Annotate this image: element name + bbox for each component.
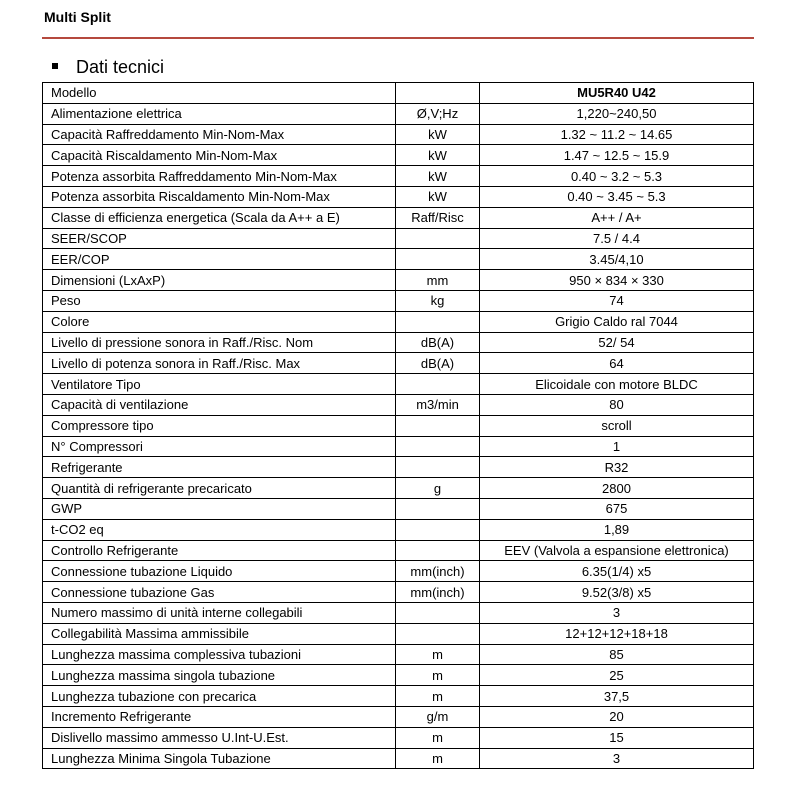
spec-unit [396,436,480,457]
table-row [43,124,754,145]
spec-value: 3 [480,602,754,623]
spec-unit [396,249,480,270]
spec-unit: kW [396,166,480,187]
table-row [43,332,754,353]
table-row [43,270,754,291]
spec-label: Numero massimo di unità interne collegabili [43,602,396,623]
spec-unit: m3/min [396,394,480,415]
spec-label: Ventilatore Tipo [43,374,396,395]
spec-value: 64 [480,353,754,374]
spec-unit: m [396,665,480,686]
spec-value: 2800 [480,478,754,499]
spec-label: Dimensioni (LxAxP) [43,270,396,291]
spec-label: Connessione tubazione Gas [43,582,396,603]
table-row [43,166,754,187]
table-row [43,748,754,769]
table-row [43,727,754,748]
spec-label: Lunghezza Minima Singola Tubazione [43,748,396,769]
table-row [43,103,754,124]
spec-value: 12+12+12+18+18 [480,623,754,644]
spec-value: 80 [480,394,754,415]
document-header-title: Multi Split [44,9,111,25]
spec-value: 675 [480,498,754,519]
spec-value: 3 [480,748,754,769]
spec-value: A++ / A+ [480,207,754,228]
spec-label: Capacità di ventilazione [43,394,396,415]
spec-value: EEV (Valvola a espansione elettronica) [480,540,754,561]
spec-unit: g/m [396,706,480,727]
spec-label: GWP [43,498,396,519]
table-row [43,353,754,374]
table-row [43,436,754,457]
spec-unit: kW [396,124,480,145]
spec-unit: Raff/Risc [396,207,480,228]
spec-label: Lunghezza massima complessiva tubazioni [43,644,396,665]
spec-value: 85 [480,644,754,665]
table-row [43,457,754,478]
table-row [43,415,754,436]
spec-unit [396,374,480,395]
spec-label: Livello di potenza sonora in Raff./Risc. Max [43,353,396,374]
spec-table-body [43,83,754,769]
spec-label: N° Compressori [43,436,396,457]
spec-unit: Ø,V;Hz [396,103,480,124]
table-row [43,394,754,415]
spec-unit: m [396,748,480,769]
spec-unit [396,415,480,436]
spec-label: Colore [43,311,396,332]
spec-label: Collegabilità Massima ammissibile [43,623,396,644]
spec-label: Quantità di refrigerante precaricato [43,478,396,499]
spec-label: Refrigerante [43,457,396,478]
spec-value: 3.45/4,10 [480,249,754,270]
table-row [43,228,754,249]
spec-unit: g [396,478,480,499]
spec-unit: kg [396,290,480,311]
spec-value: 74 [480,290,754,311]
spec-label: Capacità Riscaldamento Min-Nom-Max [43,145,396,166]
spec-value: Elicoidale con motore BLDC [480,374,754,395]
table-row [43,290,754,311]
spec-unit [396,457,480,478]
table-row [43,540,754,561]
spec-label: Peso [43,290,396,311]
spec-label: Livello di pressione sonora in Raff./Risc. Nom [43,332,396,353]
spec-value: 0.40 ~ 3.45 ~ 5.3 [480,186,754,207]
spec-label: Connessione tubazione Liquido [43,561,396,582]
spec-value: 25 [480,665,754,686]
spec-value: Grigio Caldo ral 7044 [480,311,754,332]
spec-unit [396,519,480,540]
table-row [43,644,754,665]
section-heading [52,57,164,78]
spec-label: Lunghezza tubazione con precarica [43,686,396,707]
spec-label: Dislivello massimo ammesso U.Int-U.Est. [43,727,396,748]
spec-unit: m [396,686,480,707]
spec-label: Potenza assorbita Riscaldamento Min-Nom-Max [43,186,396,207]
table-row [43,311,754,332]
spec-unit: kW [396,145,480,166]
spec-unit [396,228,480,249]
spec-unit [396,311,480,332]
spec-value: 9.52(3/8) x5 [480,582,754,603]
spec-unit [396,623,480,644]
spec-table [42,82,754,769]
spec-label: Modello [43,83,396,104]
spec-unit [396,540,480,561]
spec-label: Controllo Refrigerante [43,540,396,561]
spec-unit: mm(inch) [396,561,480,582]
spec-value: 1,89 [480,519,754,540]
bullet-icon [52,63,58,69]
table-row [43,582,754,603]
spec-label: Incremento Refrigerante [43,706,396,727]
spec-unit: m [396,644,480,665]
table-row [43,686,754,707]
spec-label: t-CO2 eq [43,519,396,540]
spec-unit: mm [396,270,480,291]
spec-label: Lunghezza massima singola tubazione [43,665,396,686]
spec-value: 1.47 ~ 12.5 ~ 15.9 [480,145,754,166]
spec-unit: kW [396,186,480,207]
table-row [43,561,754,582]
spec-value: 1,220~240,50 [480,103,754,124]
table-row [43,665,754,686]
spec-value: 20 [480,706,754,727]
spec-value: 6.35(1/4) x5 [480,561,754,582]
table-row [43,498,754,519]
spec-value: 0.40 ~ 3.2 ~ 5.3 [480,166,754,187]
spec-value: 52/ 54 [480,332,754,353]
header-divider [42,37,754,39]
spec-value: 950 × 834 × 330 [480,270,754,291]
spec-value: scroll [480,415,754,436]
spec-value: MU5R40 U42 [480,83,754,104]
spec-value: 37,5 [480,686,754,707]
spec-label: Capacità Raffreddamento Min-Nom-Max [43,124,396,145]
spec-unit: dB(A) [396,332,480,353]
spec-label: Potenza assorbita Raffreddamento Min-Nom-Max [43,166,396,187]
table-row [43,186,754,207]
spec-unit [396,498,480,519]
spec-unit: dB(A) [396,353,480,374]
spec-label: Compressore tipo [43,415,396,436]
spec-value: 15 [480,727,754,748]
spec-label: EER/COP [43,249,396,270]
table-row [43,478,754,499]
table-row [43,374,754,395]
spec-label: SEER/SCOP [43,228,396,249]
table-row [43,602,754,623]
spec-value: 7.5 / 4.4 [480,228,754,249]
table-row [43,623,754,644]
spec-unit [396,602,480,623]
table-row [43,83,754,104]
spec-label: Alimentazione elettrica [43,103,396,124]
table-row [43,207,754,228]
table-row [43,519,754,540]
spec-unit: m [396,727,480,748]
spec-value: 1.32 ~ 11.2 ~ 14.65 [480,124,754,145]
table-row [43,249,754,270]
section-title: Dati tecnici [76,57,165,77]
table-row [43,145,754,166]
spec-value: 1 [480,436,754,457]
table-row [43,706,754,727]
spec-unit: mm(inch) [396,582,480,603]
spec-unit [396,83,480,104]
spec-label: Classe di efficienza energetica (Scala da A++ a E) [43,207,396,228]
spec-value: R32 [480,457,754,478]
